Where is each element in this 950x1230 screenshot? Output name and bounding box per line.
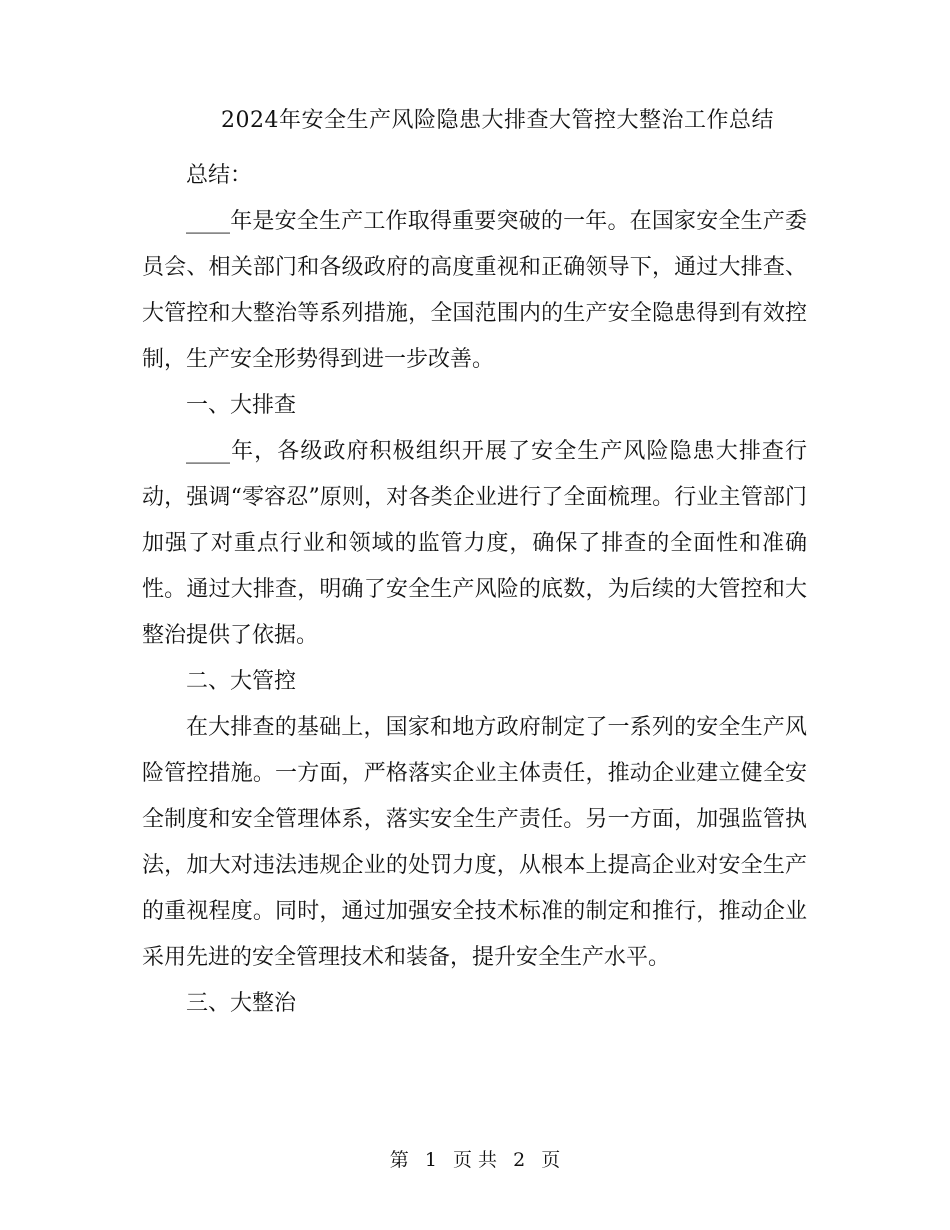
intro-paragraph: ____年是安全生产工作取得重要突破的一年。在国家安全生产委员会、相关部门和各级政府的高度重视和正确领导下，通过大排查、大管控和大整治等系列措施，全国范围内的生产安全隐患得到有效控制，生产安全形势得到进一步改善。 [142,209,807,372]
page-footer [0,1146,950,1174]
footer-current-page: 1 [424,1149,437,1171]
section-heading-1: 一、大排查 [186,393,297,418]
section-heading-2: 二、大管控 [186,669,297,694]
summary-label: 总结： [186,163,253,188]
footer-suffix: 页 [541,1149,561,1171]
section-heading-3: 三、大整治 [186,991,297,1016]
footer-total-pages: 2 [513,1149,526,1171]
footer-middle: 页 共 [452,1149,498,1171]
section-paragraph-2: 在大排查的基础上，国家和地方政府制定了一系列的安全生产风险管控措施。一方面，严格落实企业主体责任，推动企业建立健全安全制度和安全管理体系，落实安全生产责任。另一方面，加强监管执法，加大对违法违规企业的处罚力度，从根本上提高企业对安全生产的重视程度。同时，通过加强安全技术标准的制定和推行，推动企业采用先进的安全管理技术和装备，提升安全生产水平。 [142,715,807,970]
footer-prefix: 第 [389,1149,409,1171]
section-paragraph-1: ____年，各级政府积极组织开展了安全生产风险隐患大排查行动，强调“零容忍”原则，对各类企业进行了全面梳理。行业主管部门加强了对重点行业和领域的监管力度，确保了排查的全面性和准确性。通过大排查，明确了安全生产风险的底数，为后续的大管控和大整治提供了依据。 [142,439,807,648]
document-title: 2024年安全生产风险隐患大排查大管控大整治工作总结 [221,108,774,133]
document-body [142,153,807,1027]
